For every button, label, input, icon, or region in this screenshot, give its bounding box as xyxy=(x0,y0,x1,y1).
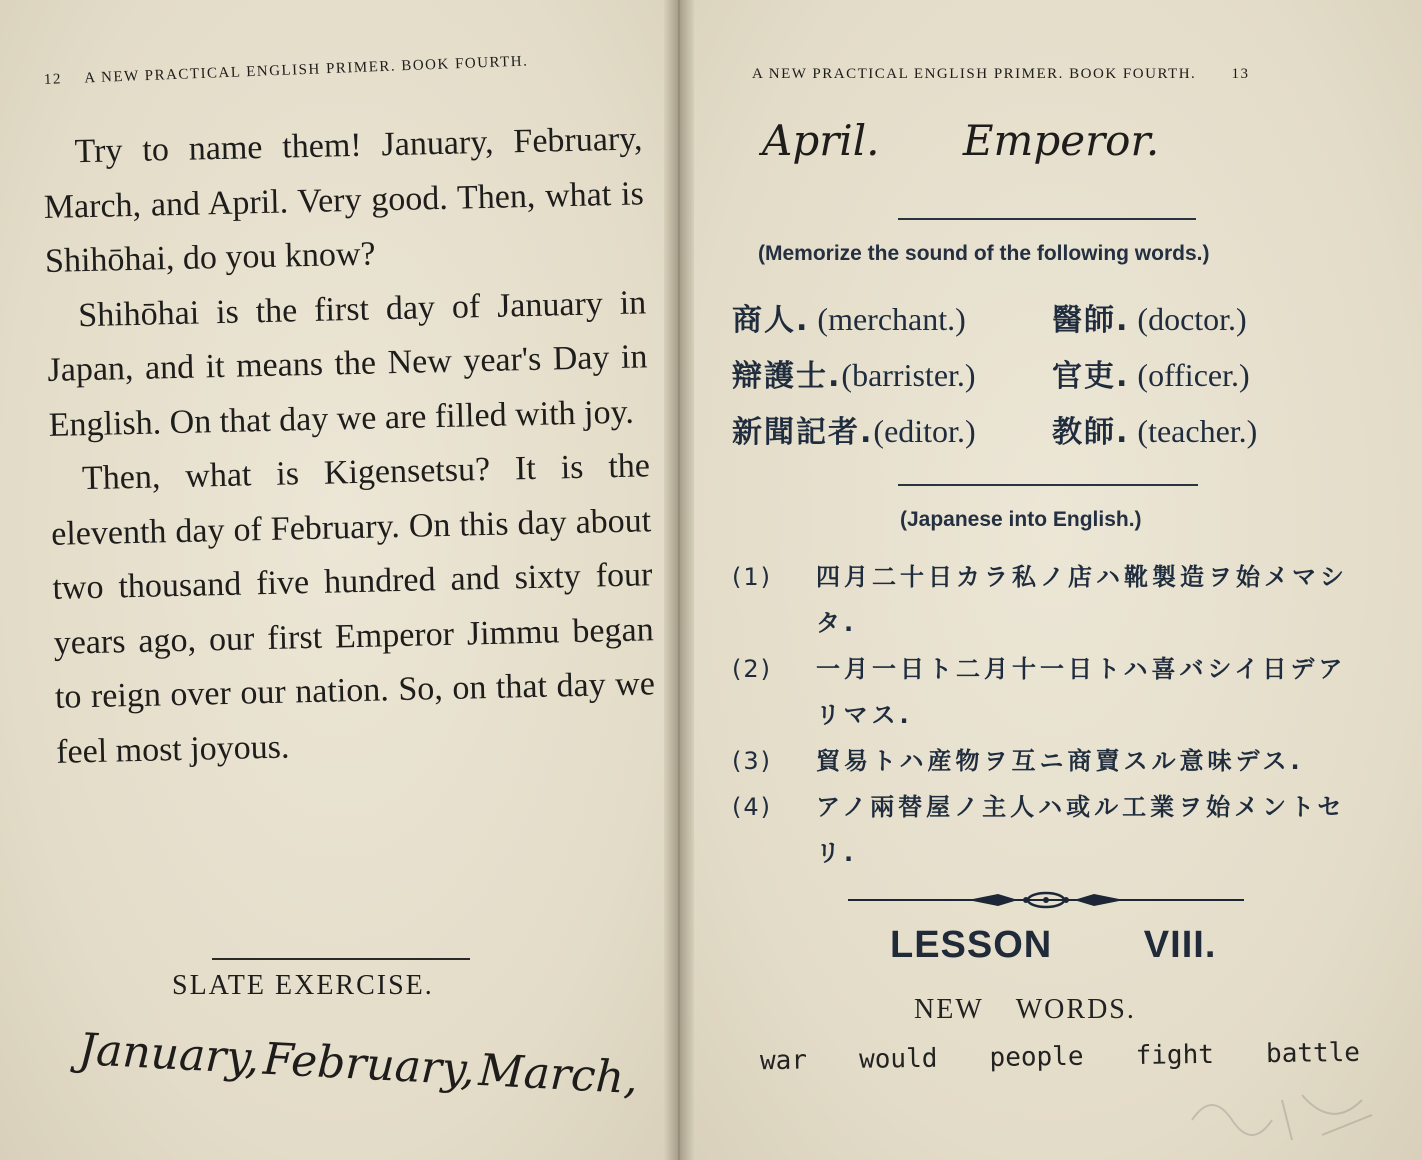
script-words-top xyxy=(762,116,1159,165)
vocab-japanese: 官吏. xyxy=(1052,359,1130,394)
exercise-list xyxy=(732,554,1352,876)
new-word: battle xyxy=(1265,1037,1361,1070)
vocab-japanese: 辯護士. xyxy=(732,359,842,394)
vocab-row xyxy=(732,404,1257,460)
exercise-item xyxy=(732,554,1352,646)
new-word: would xyxy=(858,1043,938,1075)
ornamental-divider xyxy=(848,888,1244,912)
paragraph-2: Shihōhai is the first day of January in Japan, and it means the New year's Day in English. On that day we are filled with joy. xyxy=(47,283,648,444)
left-page xyxy=(0,0,676,1160)
vocab-english: (merchant.) xyxy=(817,301,966,337)
vocab-japanese: 教師. xyxy=(1052,415,1130,450)
right-page xyxy=(682,0,1422,1160)
exercise-text: アノ兩替屋ノ主人ハ或ル工業ヲ始メントセリ. xyxy=(816,793,1346,867)
vocab-japanese: 醫師. xyxy=(1052,303,1130,338)
vocabulary-list xyxy=(732,292,1257,460)
script-word: January, xyxy=(77,1024,261,1085)
exercise-item xyxy=(732,646,1352,738)
exercise-item xyxy=(732,784,1352,876)
new-word: people xyxy=(989,1041,1084,1073)
pencil-marks xyxy=(1182,1080,1382,1150)
vocab-row xyxy=(732,292,1257,348)
vocab-english: (teacher.) xyxy=(1137,413,1258,449)
right-running-head xyxy=(752,66,1250,83)
new-words-row xyxy=(760,1038,1360,1076)
left-page-number: 12 xyxy=(43,71,63,88)
script-word: Emperor. xyxy=(962,116,1160,165)
left-body-text xyxy=(42,112,657,779)
exercise-item xyxy=(732,738,1352,784)
divider-rule xyxy=(212,958,470,960)
book-gutter xyxy=(664,0,694,1160)
slate-exercise-title: SLATE EXERCISE. xyxy=(172,970,434,1001)
exercise-number: (1) xyxy=(732,563,772,591)
new-word: fight xyxy=(1135,1039,1215,1071)
divider-rule xyxy=(898,218,1196,220)
new-words-heading: NEW WORDS. xyxy=(914,994,1136,1025)
exercise-text: 四月二十日カラ私ノ店ハ靴製造ヲ始メマシタ. xyxy=(816,563,1348,637)
vocab-english: (barrister.) xyxy=(841,357,976,393)
divider-rule xyxy=(898,484,1198,486)
exercise-text: 貿易トハ産物ヲ互ニ商賣スル意味デス. xyxy=(816,747,1304,775)
vocab-japanese: 商人. xyxy=(732,303,810,338)
vocab-english: (doctor.) xyxy=(1137,301,1247,337)
exercise-number: (4) xyxy=(732,793,772,821)
exercise-number: (3) xyxy=(732,747,772,775)
vocab-row xyxy=(732,348,1257,404)
paragraph-3: Then, what is Kigensetsu? It is the eleventh day of February. On this day about two thousand five hundred and sixty four years ago, our first Emperor Jimmu began to reign over our nation. So, on that day we feel most joyous. xyxy=(50,447,656,771)
right-page-number: 13 xyxy=(1231,66,1250,82)
left-running-head xyxy=(44,53,529,89)
right-header-text: A NEW PRACTICAL ENGLISH PRIMER. BOOK FOURTH. xyxy=(752,66,1197,82)
memorize-heading: (Memorize the sound of the following words.) xyxy=(758,242,1210,265)
translation-heading: (Japanese into English.) xyxy=(900,508,1142,531)
script-word: April. xyxy=(762,116,880,165)
exercise-text: 一月一日ト二月十一日トハ喜バシイ日デアリマス. xyxy=(816,655,1347,729)
paragraph-1: Try to name them! January, February, March, and April. Very good. Then, what is Shihōhai, do you know? xyxy=(43,120,645,280)
left-header-text: A NEW PRACTICAL ENGLISH PRIMER. BOOK FOURTH. xyxy=(84,53,529,87)
exercise-number: (2) xyxy=(732,655,772,683)
new-word: war xyxy=(759,1045,808,1077)
vocab-japanese: 新聞記者. xyxy=(732,415,874,450)
lesson-title: LESSON VIII. xyxy=(890,924,1217,966)
vocab-english: (officer.) xyxy=(1137,357,1250,393)
script-word: March, xyxy=(477,1044,640,1105)
script-words-row xyxy=(77,1024,639,1104)
script-word: February, xyxy=(261,1033,477,1096)
vocab-english: (editor.) xyxy=(873,413,976,449)
